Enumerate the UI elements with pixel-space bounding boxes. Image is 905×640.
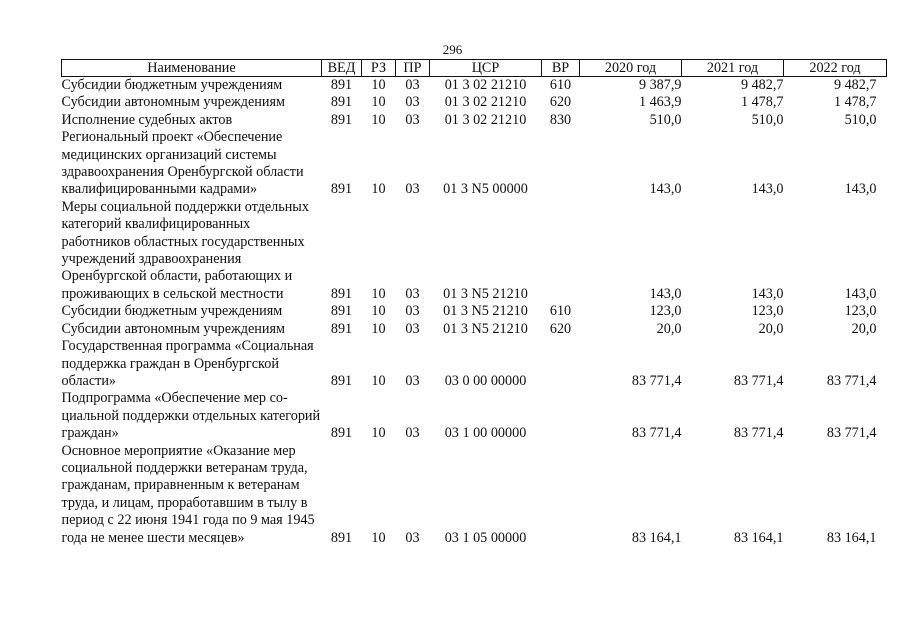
cell-pr: 03 (405, 425, 420, 442)
table-row (62, 129, 887, 199)
cell-name: Субсидии автономным учреждениям (61, 320, 285, 337)
cell-pr: 03 (405, 111, 420, 128)
cell-name: Исполнение судебных актов (61, 111, 233, 128)
cell-ved: 891 (330, 425, 353, 442)
cell-ved: 891 (330, 77, 353, 93)
cell-2021: 83 771,4 (733, 425, 784, 442)
cell-vr: 610 (549, 303, 572, 320)
cell-2021: 83 771,4 (733, 372, 784, 389)
cell-vr (542, 390, 580, 442)
cell-rz: 10 (371, 425, 386, 442)
cell-pr: 03 (405, 303, 420, 320)
cell-2022: 143,0 (844, 285, 877, 302)
cell-name: Субсидии автономным учреждениям (61, 94, 285, 111)
cell-ved: 891 (330, 320, 353, 337)
cell-pr: 03 (405, 285, 420, 302)
cell-rz: 10 (371, 285, 386, 302)
cell-name: Меры социальной поддержки отдельных категорий квалифицированных работников областных государственных учреждений здравоохранения Оренбургской области, работающих и проживающих в сельской местности (61, 198, 309, 302)
cell-pr: 03 (405, 181, 420, 198)
cell-name: Субсидии бюджетным учреждениям (61, 77, 283, 93)
header-pr: ПР (396, 60, 430, 77)
cell-csr: 01 3 02 21210 (444, 77, 527, 93)
cell-rz: 10 (371, 372, 386, 389)
cell-vr: 610 (549, 77, 572, 93)
cell-rz: 10 (371, 77, 386, 93)
cell-name: Подпрограмма «Обеспечение мер социальной поддержки отдельных категорий граждан» (61, 390, 321, 442)
cell-vr: 620 (549, 320, 572, 337)
cell-2020: 20,0 (656, 320, 682, 337)
cell-vr (542, 129, 580, 199)
cell-2021: 83 164,1 (733, 529, 784, 546)
cell-2020: 123,0 (649, 303, 682, 320)
cell-rz: 10 (371, 303, 386, 320)
header-ved: ВЕД (322, 60, 362, 77)
table-body (62, 77, 887, 547)
table-row (62, 112, 887, 129)
cell-2022: 83 771,4 (826, 372, 877, 389)
cell-2021: 9 482,7 (740, 77, 784, 93)
header-rz: РЗ (362, 60, 396, 77)
cell-rz: 10 (371, 111, 386, 128)
cell-ved: 891 (330, 111, 353, 128)
budget-table (61, 59, 887, 547)
cell-ved: 891 (330, 181, 353, 198)
cell-vr: 830 (549, 111, 572, 128)
cell-2020: 1 463,9 (638, 94, 682, 111)
table-row (62, 303, 887, 320)
cell-vr (542, 199, 580, 303)
table-row (62, 199, 887, 303)
cell-csr: 01 3 02 21210 (444, 94, 527, 111)
cell-vr: 620 (549, 94, 572, 111)
cell-2022: 9 482,7 (833, 77, 877, 93)
header-vr: ВР (542, 60, 580, 77)
cell-rz: 10 (371, 94, 386, 111)
cell-name: Основное мероприятие «Оказание мер социальной поддержки ветеранам труда, гражданам, приравненным к ветеранам труда, и лицам, проработавшим в тылу в период с 22 июня 1941 года по 9 мая 1945 года не менее шести месяцев» (61, 442, 315, 546)
cell-rz: 10 (371, 181, 386, 198)
cell-csr: 03 0 00 00000 (444, 372, 527, 389)
cell-csr: 01 3 N5 21210 (443, 285, 528, 302)
header-name: Наименование (62, 60, 322, 77)
cell-2021: 20,0 (758, 320, 784, 337)
cell-2020: 143,0 (649, 285, 682, 302)
cell-2022: 83 771,4 (826, 425, 877, 442)
cell-csr: 01 3 N5 21210 (443, 303, 528, 320)
cell-csr: 01 3 02 21210 (444, 111, 527, 128)
cell-2022: 143,0 (844, 181, 877, 198)
header-csr: ЦСР (430, 60, 542, 77)
header-2021: 2021 год (682, 60, 784, 77)
cell-ved: 891 (330, 285, 353, 302)
table-row (62, 77, 887, 95)
cell-2022: 20,0 (851, 320, 877, 337)
cell-2020: 9 387,9 (638, 77, 682, 93)
cell-2020: 143,0 (649, 181, 682, 198)
table-row (62, 94, 887, 111)
cell-name: Субсидии бюджетным учреждениям (61, 303, 283, 320)
cell-pr: 03 (405, 529, 420, 546)
cell-csr: 03 1 05 00000 (444, 529, 527, 546)
cell-pr: 03 (405, 320, 420, 337)
cell-2022: 83 164,1 (826, 529, 877, 546)
cell-vr (542, 338, 580, 390)
cell-2020: 510,0 (649, 111, 682, 128)
cell-2020: 83 771,4 (631, 372, 682, 389)
cell-pr: 03 (405, 77, 420, 93)
cell-2021: 1 478,7 (740, 94, 784, 111)
header-2022: 2022 год (784, 60, 887, 77)
cell-ved: 891 (330, 372, 353, 389)
cell-2021: 143,0 (751, 285, 784, 302)
cell-csr: 01 3 N5 21210 (443, 320, 528, 337)
cell-2020: 83 164,1 (631, 529, 682, 546)
table-row (62, 338, 887, 390)
cell-csr: 03 1 00 00000 (444, 425, 527, 442)
cell-2021: 510,0 (751, 111, 784, 128)
page-number: 296 (442, 42, 463, 57)
cell-2020: 83 771,4 (631, 425, 682, 442)
cell-name: Государственная программа «Социальная поддержка граждан в Оренбургской области» (61, 338, 314, 389)
cell-rz: 10 (371, 320, 386, 337)
cell-2022: 123,0 (844, 303, 877, 320)
cell-csr: 01 3 N5 00000 (443, 181, 528, 198)
table-row (62, 443, 887, 547)
cell-2022: 510,0 (844, 111, 877, 128)
table-header (62, 60, 887, 77)
header-2020: 2020 год (580, 60, 682, 77)
table-row (62, 321, 887, 338)
cell-name: Региональный проект «Обеспечение медицинских организаций системы здравоохранения Оренбургской области квалифицированными кадрами» (61, 129, 304, 198)
cell-2021: 123,0 (751, 303, 784, 320)
cell-pr: 03 (405, 372, 420, 389)
cell-vr (542, 443, 580, 547)
cell-ved: 891 (330, 529, 353, 546)
cell-ved: 891 (330, 303, 353, 320)
table-row (62, 390, 887, 442)
cell-pr: 03 (405, 94, 420, 111)
cell-2021: 143,0 (751, 181, 784, 198)
cell-ved: 891 (330, 94, 353, 111)
cell-rz: 10 (371, 529, 386, 546)
cell-2022: 1 478,7 (833, 94, 877, 111)
